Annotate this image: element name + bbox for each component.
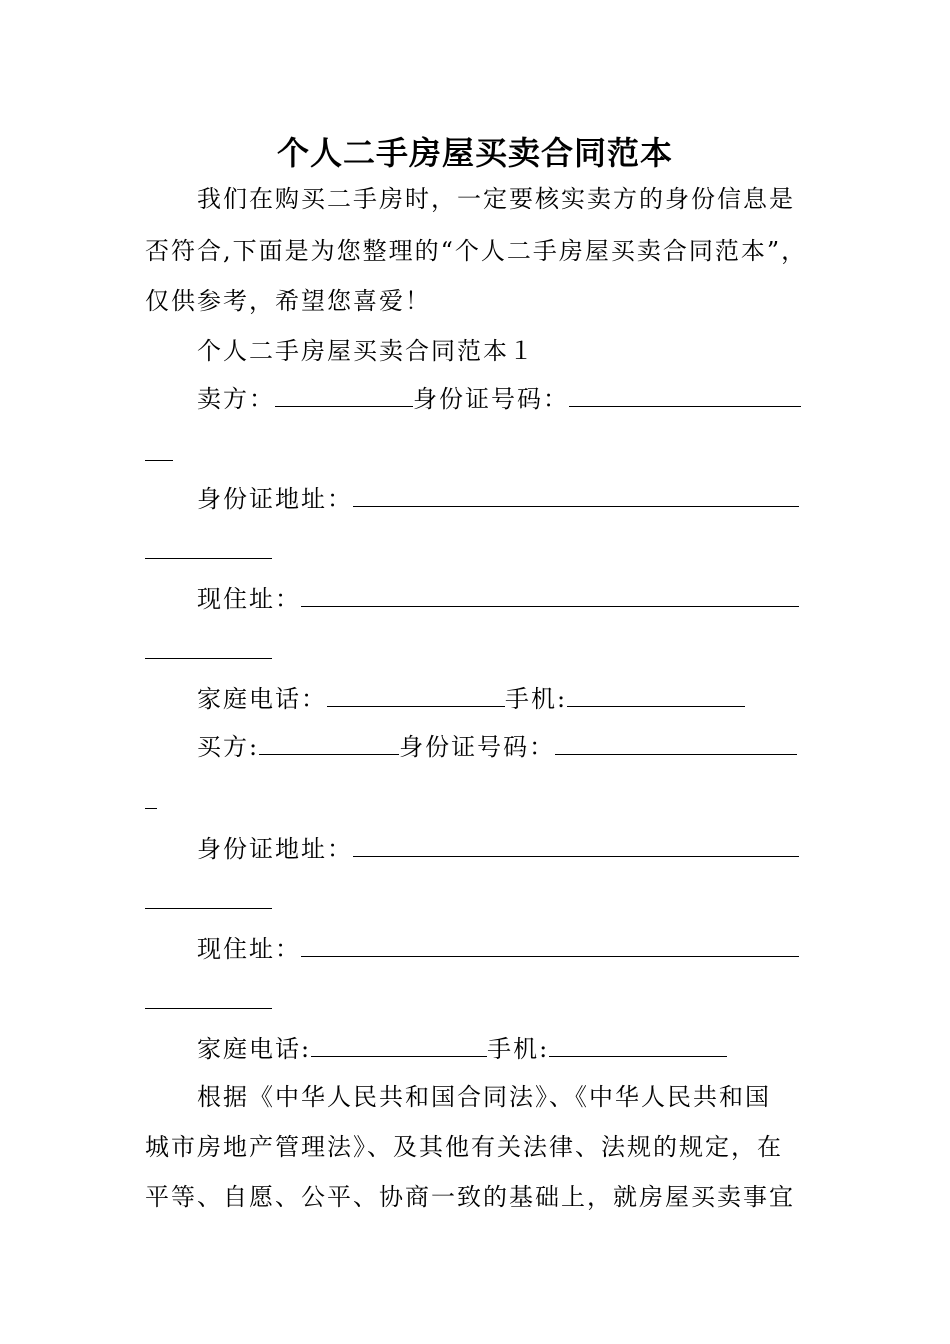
seller-home-phone-label: 家庭电话： bbox=[197, 685, 327, 713]
buyer-phone-row bbox=[197, 1034, 727, 1064]
seller-mobile-label: 手机: bbox=[505, 685, 568, 713]
buyer-current-address-row bbox=[197, 934, 799, 964]
buyer-id-address-label: 身份证地址： bbox=[197, 835, 353, 863]
seller-id-blank-continued bbox=[145, 460, 173, 461]
seller-mobile-blank bbox=[567, 684, 745, 707]
seller-phone-row bbox=[197, 684, 745, 714]
buyer-id-blank-continued bbox=[145, 808, 157, 809]
seller-current-address-blank-continued bbox=[145, 658, 272, 659]
seller-current-address-blank bbox=[301, 584, 799, 607]
seller-current-address-row bbox=[197, 584, 799, 614]
body-line-2: 城市房地产管理法》、及其他有关法律、法规的规定，在 bbox=[145, 1133, 783, 1161]
buyer-name-blank bbox=[259, 732, 399, 755]
body-line-1: 根据《中华人民共和国合同法》、《中华人民共和国 bbox=[197, 1083, 771, 1111]
seller-id-address-row bbox=[197, 484, 799, 514]
buyer-id-label: 身份证号码： bbox=[399, 733, 556, 761]
seller-id-label: 身份证号码： bbox=[413, 385, 569, 413]
body-line-3: 平等、自愿、公平、协商一致的基础上，就房屋买卖事宜 bbox=[145, 1183, 795, 1211]
intro-line-2: 否符合,下面是为您整理的“个人二手房屋买卖合同范本”， bbox=[145, 237, 808, 265]
buyer-id-address-blank bbox=[353, 834, 799, 857]
buyer-home-phone-blank bbox=[311, 1034, 487, 1057]
seller-name-blank bbox=[275, 384, 413, 407]
seller-current-address-label: 现住址： bbox=[197, 585, 301, 613]
seller-home-phone-blank bbox=[327, 684, 505, 707]
seller-id-address-blank-continued bbox=[145, 558, 272, 559]
seller-id-blank bbox=[569, 384, 801, 407]
buyer-mobile-label: 手机: bbox=[487, 1035, 550, 1063]
seller-id-address-blank bbox=[353, 484, 799, 507]
intro-line-3: 仅供参考，希望您喜爱！ bbox=[145, 287, 431, 315]
buyer-id-blank bbox=[555, 732, 797, 755]
buyer-current-address-blank bbox=[301, 934, 799, 957]
seller-id-address-label: 身份证地址： bbox=[197, 485, 353, 513]
buyer-current-address-blank-continued bbox=[145, 1008, 272, 1009]
buyer-mobile-blank bbox=[549, 1034, 727, 1057]
seller-row bbox=[197, 384, 801, 414]
buyer-label: 买方: bbox=[197, 733, 260, 761]
intro-line-1: 我们在购买二手房时，一定要核实卖方的身份信息是 bbox=[197, 185, 795, 213]
buyer-id-address-row bbox=[197, 834, 799, 864]
section-heading: 个人二手房屋买卖合同范本１ bbox=[197, 337, 535, 365]
buyer-row bbox=[197, 732, 797, 762]
document-title: 个人二手房屋买卖合同范本 bbox=[276, 134, 673, 172]
seller-label: 卖方： bbox=[197, 385, 275, 413]
buyer-current-address-label: 现住址： bbox=[197, 935, 301, 963]
buyer-id-address-blank-continued bbox=[145, 908, 272, 909]
buyer-home-phone-label: 家庭电话: bbox=[197, 1035, 312, 1063]
